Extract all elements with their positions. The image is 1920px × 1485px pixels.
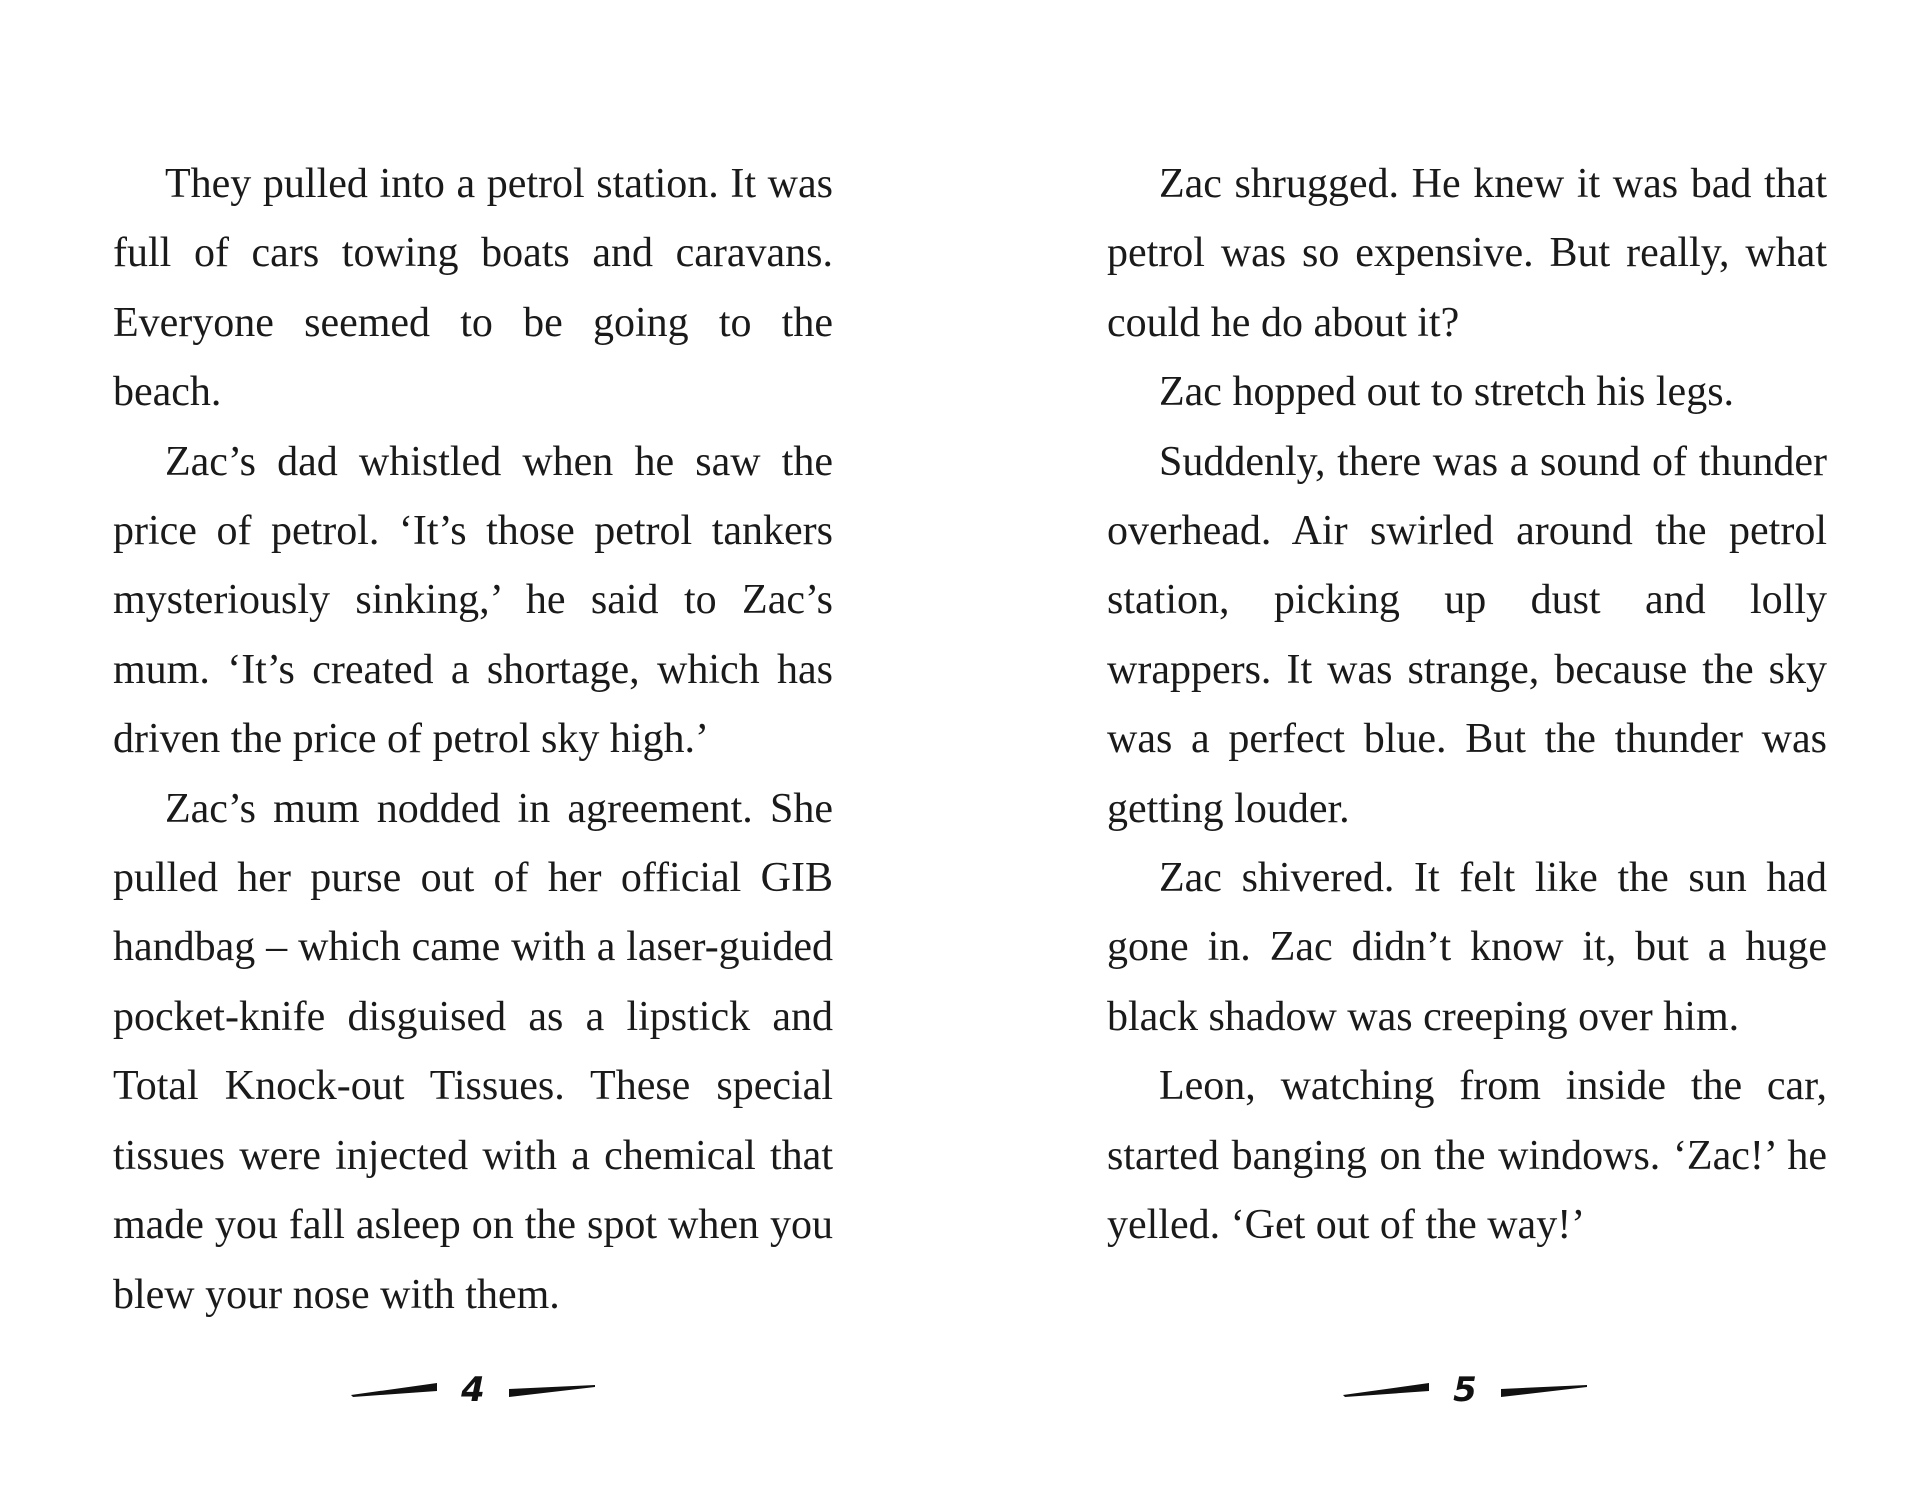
left-page-folio <box>328 1364 618 1416</box>
right-paragraph-1: Zac shrugged. He knew it was bad that petrol was so expensive. But really, what could he do about it? <box>1107 161 1827 346</box>
left-paragraph-3: Zac’s mum nodded in agreement. She pulled her purse out of her official GIB handbag – which came with a laser-guided pocket-knife disguised as a lipstick and Total Knock-out Tissues. These special tissues were injected with a chemical that made you fall asleep on the spot when you blew your nose with them. <box>113 785 833 1318</box>
left-swoosh-ornament-icon <box>1343 1381 1429 1399</box>
page-number-right: 5 <box>1453 1370 1477 1410</box>
left-paragraph-1: They pulled into a petrol station. It was full of cars towing boats and caravans. Everyone seemed to be going to the beach. <box>113 161 833 416</box>
page-number-left: 4 <box>461 1370 485 1410</box>
right-page <box>1107 150 1827 1261</box>
right-page-folio <box>1320 1364 1610 1416</box>
right-paragraph-4: Zac shivered. It felt like the sun had gone in. Zac didn’t know it, but a huge black shadow was creeping over him. <box>1107 855 1827 1040</box>
right-swoosh-ornament-icon <box>1501 1381 1587 1399</box>
right-paragraph-5: Leon, watching from inside the car, started banging on the windows. ‘Zac!’ he yelled. ‘Get out of the way!’ <box>1107 1063 1827 1249</box>
right-paragraph-3: Suddenly, there was a sound of thunder overhead. Air swirled around the petrol station, picking up dust and lolly wrappers. It was strange, because the sky was a perfect blue. But the thunder was getting louder. <box>1107 438 1827 832</box>
left-paragraph-2: Zac’s dad whistled when he saw the price of petrol. ‘It’s those petrol tankers mysteriously sinking,’ he said to Zac’s mum. ‘It’s created a shortage, which has driven the price of petrol sky high.’ <box>113 438 833 763</box>
left-page <box>113 150 833 1330</box>
right-swoosh-ornament-icon <box>509 1381 595 1399</box>
left-swoosh-ornament-icon <box>351 1381 437 1399</box>
right-paragraph-2: Zac hopped out to stretch his legs. <box>1159 369 1735 416</box>
